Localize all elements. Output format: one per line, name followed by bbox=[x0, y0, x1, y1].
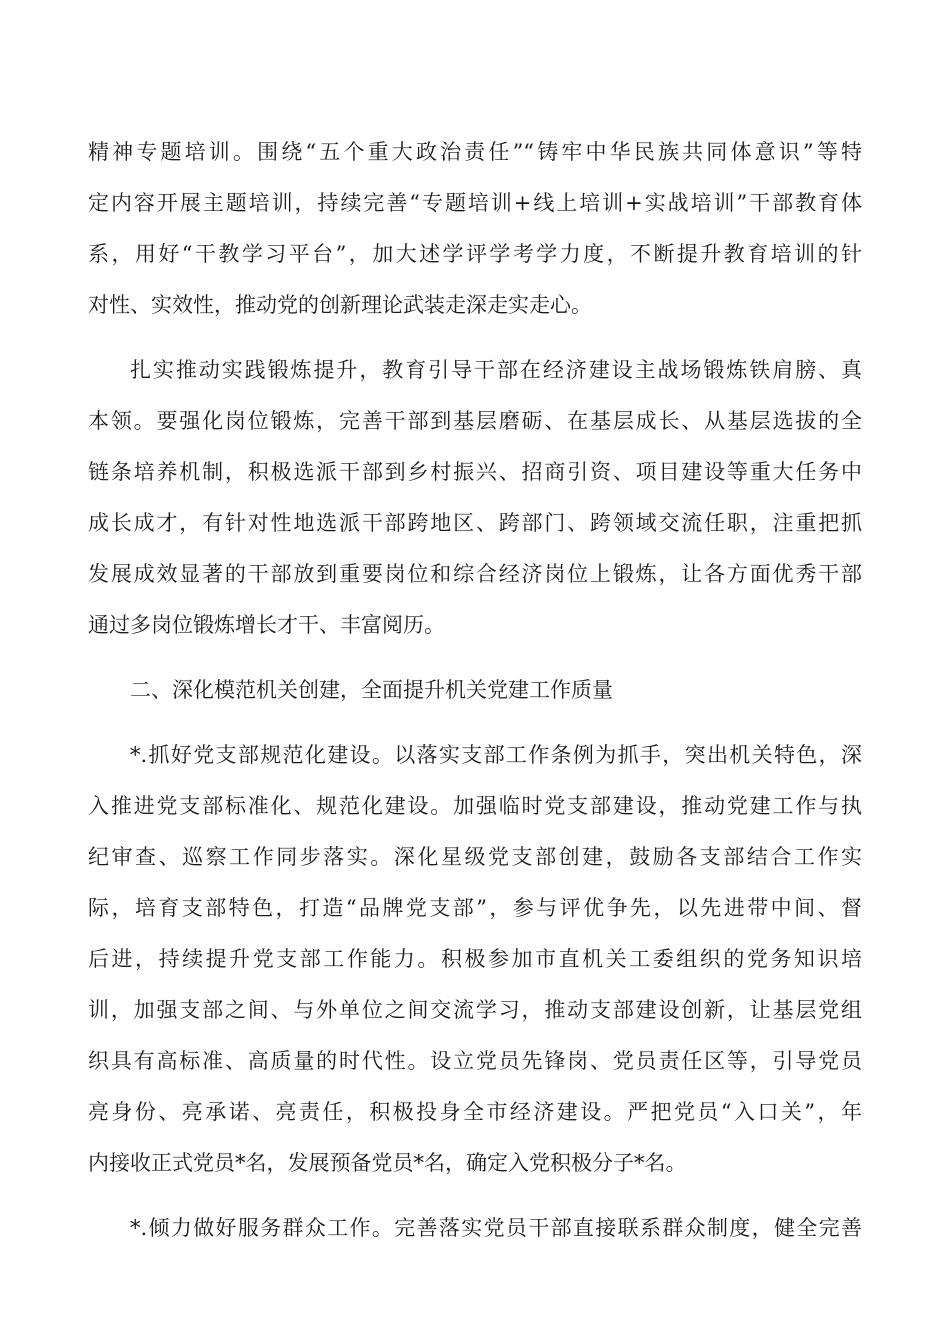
text-line: *.倾力做好服务群众工作。完善落实党员干部直接联系群众制度，健全完善 bbox=[130, 1216, 862, 1240]
text-line: 入推进党支部标准化、规范化建设。加强临时党支部建设，推动党建工作与执 bbox=[88, 794, 862, 818]
paragraph-serve-masses bbox=[88, 1203, 862, 1254]
text-line: 链条培养机制，积极选派干部到乡村振兴、招商引资、项目建设等重大任务中 bbox=[88, 460, 862, 484]
heading-line: 二、深化模范机关创建，全面提升机关党建工作质量 bbox=[130, 678, 613, 702]
text-line: 训，加强支部之间、与外单位之间交流学习，推动支部建设创新，让基层党组 bbox=[88, 998, 862, 1022]
text-line: 内接收正式党员*名，发展预备党员*名，确定入党积极分子*名。 bbox=[88, 1151, 687, 1175]
text-line: 扎实推动实践锻炼提升，教育引导干部在经济建设主战场锻炼铁肩膀、真 bbox=[130, 358, 862, 382]
paragraph-practice bbox=[88, 345, 862, 651]
document-page bbox=[88, 127, 862, 1254]
text-line: 织具有高标准、高质量的时代性。设立党员先锋岗、党员责任区等，引导党员 bbox=[88, 1049, 862, 1073]
text-line: 精神专题培训。围绕“五个重大政治责任”“铸牢中华民族共同体意识”等特 bbox=[88, 140, 862, 164]
text-line: 通过多岗位锻炼增长才干、丰富阅历。 bbox=[88, 613, 445, 637]
text-line: 定内容开展主题培训，持续完善“专题培训+线上培训+实战培训”干部教育体 bbox=[88, 191, 862, 215]
text-line: 本领。要强化岗位锻炼，完善干部到基层磨砺、在基层成长、从基层选拔的全 bbox=[88, 409, 862, 433]
text-line: 亮身份、亮承诺、亮责任，积极投身全市经济建设。严把党员“入口关”，年 bbox=[88, 1100, 862, 1124]
text-line: 系，用好“干教学习平台”，加大述学评学考学力度，不断提升教育培训的针 bbox=[88, 242, 862, 266]
text-line: 对性、实效性，推动党的创新理论武装走深走实走心。 bbox=[88, 293, 592, 317]
text-line: 后进，持续提升党支部工作能力。积极参加市直机关工委组织的党务知识培 bbox=[88, 947, 862, 971]
text-line: 纪审查、巡察工作同步落实。深化星级党支部创建，鼓励各支部结合工作实 bbox=[88, 845, 862, 869]
text-line: *.抓好党支部规范化建设。以落实支部工作条例为抓手，突出机关特色，深 bbox=[130, 743, 862, 767]
section-heading bbox=[88, 665, 862, 716]
text-line: 成长成才，有针对性地选派干部跨地区、跨部门、跨领域交流任职，注重把抓 bbox=[88, 511, 862, 535]
paragraph-branch-construction bbox=[88, 730, 862, 1189]
paragraph-training bbox=[88, 127, 862, 331]
text-line: 发展成效显著的干部放到重要岗位和综合经济岗位上锻炼，让各方面优秀干部 bbox=[88, 562, 862, 586]
text-line: 际，培育支部特色，打造“品牌党支部”，参与评优争先，以先进带中间、督 bbox=[88, 896, 862, 920]
